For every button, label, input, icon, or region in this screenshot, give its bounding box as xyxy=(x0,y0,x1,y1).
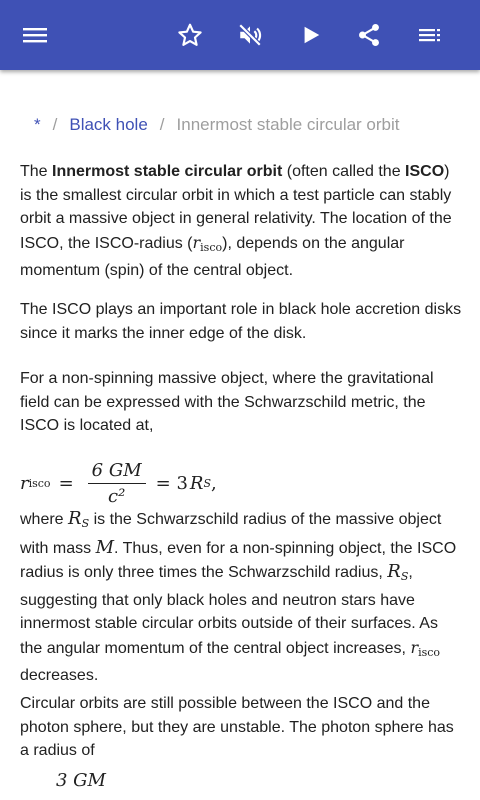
table-of-contents-button[interactable] xyxy=(406,11,454,59)
volume-off-icon xyxy=(237,22,263,48)
share-button[interactable] xyxy=(345,11,393,59)
math-rs: RS xyxy=(68,508,90,530)
math-r-isco: $r_{isco}$ xyxy=(192,232,223,254)
equation-photon-sphere: 3 GM xyxy=(56,770,106,791)
article-content xyxy=(0,70,480,800)
play-button[interactable] xyxy=(287,11,335,59)
breadcrumb-home-link[interactable]: * xyxy=(34,115,41,134)
breadcrumb-separator: / xyxy=(52,115,58,134)
toc-list-icon xyxy=(418,23,442,47)
breadcrumb-parent-link[interactable]: Black hole xyxy=(69,115,148,134)
equation-isco-radius: r isco = $\frac{6 GM}{\text{c²}}$ = 3 R S , xyxy=(20,459,217,507)
paragraph-schwarzschild: For a non-spinning massive object, where the gravitational field can be expressed with the Schwarzschild metric, the ISCO is located at, xyxy=(20,370,434,434)
paragraph-photon-sphere: Circular orbits are still possible between the ISCO and the photon sphere, but they are unstable. The photon sphere has a radius of xyxy=(20,695,454,759)
star-outline-icon xyxy=(177,22,203,48)
breadcrumb-separator: / xyxy=(159,115,165,134)
paragraph-schwarzschild-radius: where RS is the Schwarzschild radius of the massive object with mass M. Thus, even for a non-spinning object, the ISCO radius is only three times the Schwarzschild radius, RS, suggesting that only black holes and neutron stars have innermost stable circular orbits outside of their surfaces. As the angular momentum of the central object increases, $r_{isco}$ decreases. xyxy=(20,508,457,684)
term-isco: ISCO xyxy=(405,163,445,180)
play-icon xyxy=(300,24,322,46)
paragraph-accretion: The ISCO plays an important role in black hole accretion disks since it marks the inner edge of the disk. xyxy=(20,301,462,342)
menu-button[interactable] xyxy=(11,11,59,59)
share-icon xyxy=(356,22,382,48)
paragraph-intro: The Innermost stable circular orbit (often called the ISCO) is the smallest circular orbit in which a test particle can stably orbit a massive object in general relativity. The location of the ISCO, the ISCO-radius $(r_{isco})$, depends on the angular momentum (spin) of the central object. xyxy=(20,163,452,279)
math-r-isco: $r_{isco}$ xyxy=(410,637,441,659)
math-mass: M xyxy=(95,536,115,558)
menu-icon xyxy=(23,23,47,47)
bookmark-button[interactable] xyxy=(166,11,214,59)
term-isco-full: Innermost stable circular orbit xyxy=(52,163,283,180)
app-bar xyxy=(0,0,480,70)
mute-button[interactable] xyxy=(226,11,274,59)
math-rs: RS xyxy=(387,561,409,583)
breadcrumb-current-page: Innermost stable circular orbit xyxy=(176,115,400,134)
fraction: $\frac{6 GM}{\text{c²}}$ xyxy=(88,460,146,507)
breadcrumb xyxy=(34,114,400,136)
